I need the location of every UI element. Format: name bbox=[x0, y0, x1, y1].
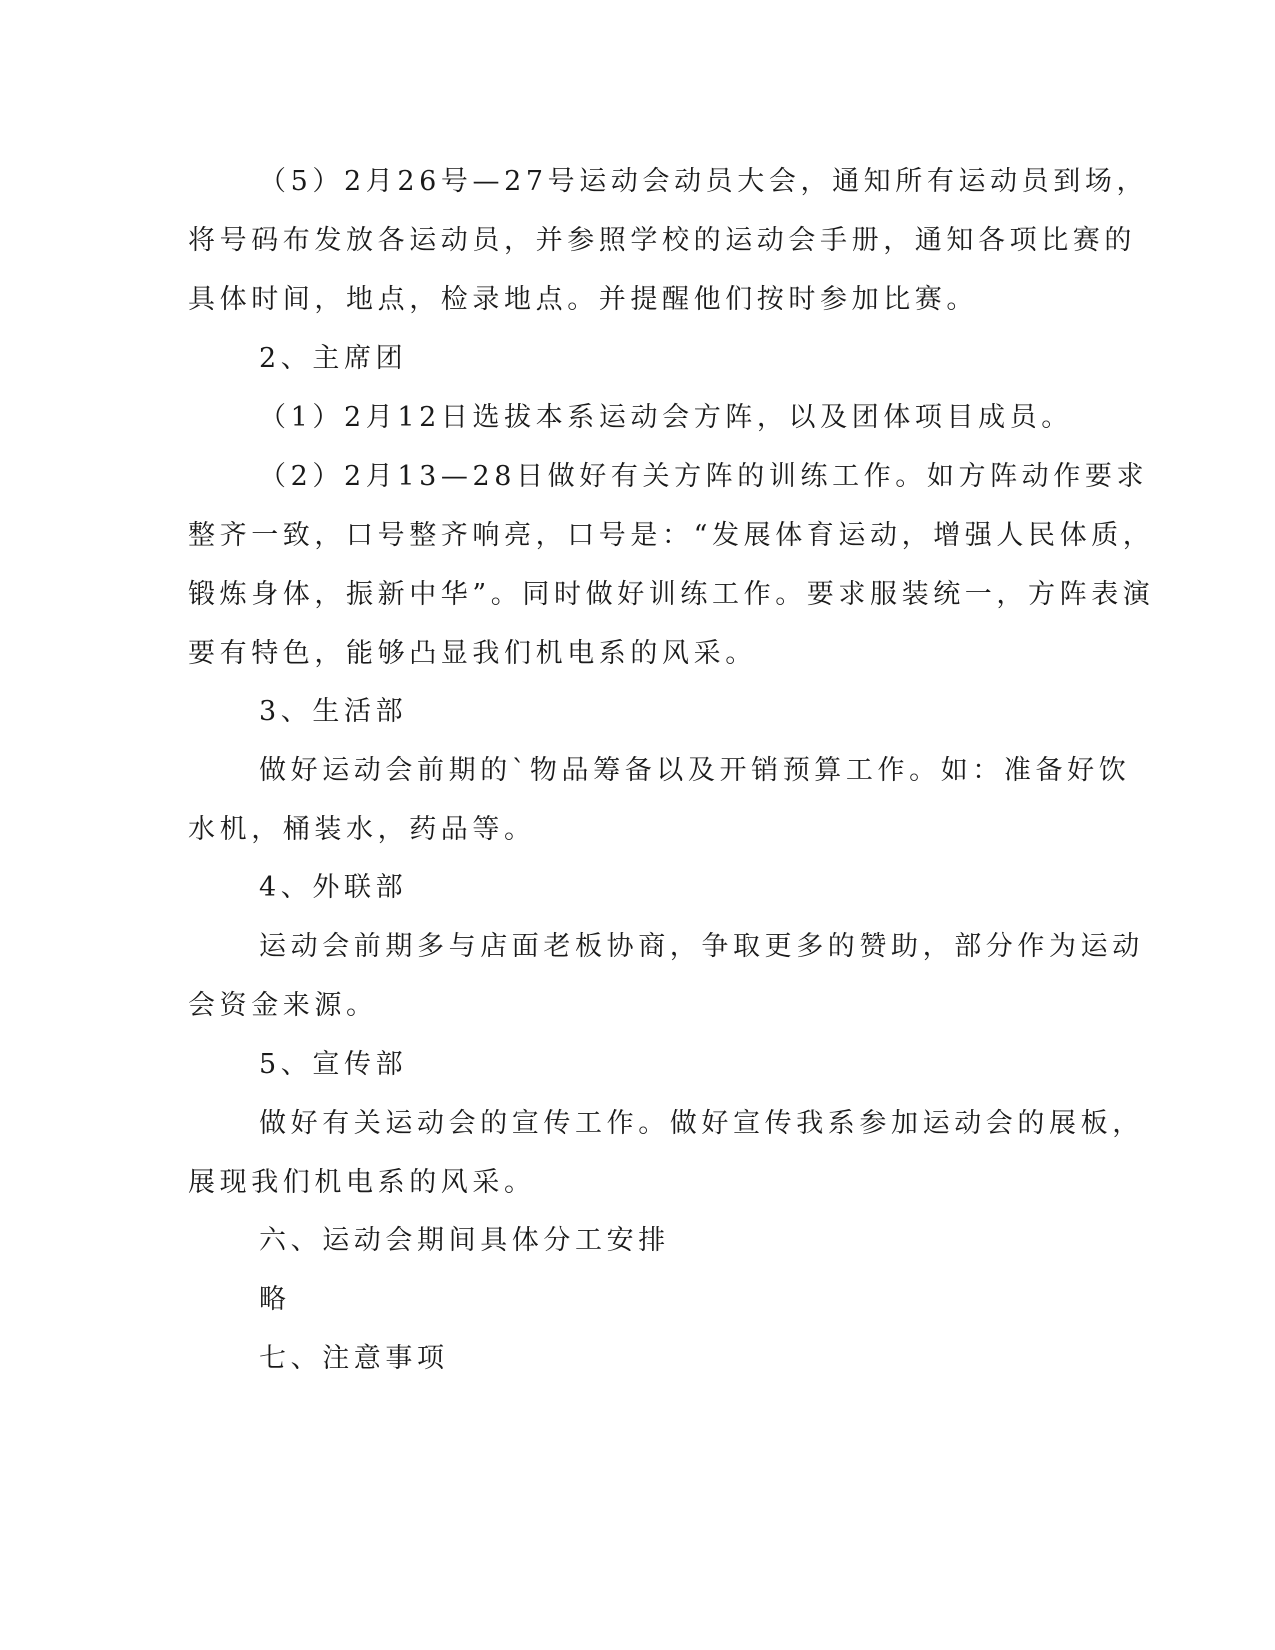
paragraph-line: 要有特色，能够凸显我们机电系的风采。 bbox=[188, 638, 757, 669]
paragraph-line: 做好有关运动会的宣传工作。做好宣传我系参加运动会的展板， bbox=[259, 1108, 1144, 1139]
paragraph-line: 锻炼身体，振新中华”。同时做好训练工作。要求服装统一，方阵表演 bbox=[188, 579, 1155, 610]
paragraph-line: （1）2月12日选拔本系运动会方阵，以及团体项目成员。 bbox=[259, 402, 1073, 433]
paragraph-line: （2）2月13—28日做好有关方阵的训练工作。如方阵动作要求 bbox=[259, 461, 1149, 492]
paragraph-line: 运动会前期多与店面老板协商，争取更多的赞助，部分作为运动 bbox=[259, 931, 1144, 962]
section-heading-seven: 七、注意事项 bbox=[259, 1343, 449, 1374]
paragraph-line: 做好运动会前期的`物品筹备以及开销预算工作。如：准备好饮 bbox=[259, 755, 1131, 786]
paragraph-line: 整齐一致，口号整齐响亮，口号是：“发展体育运动，增强人民体质， bbox=[188, 520, 1155, 551]
paragraph-line: 水机，桶装水，药品等。 bbox=[188, 814, 536, 845]
section-heading-life-dept: 3、生活部 bbox=[259, 696, 408, 727]
section-heading-presidium: 2、主席团 bbox=[259, 343, 408, 374]
paragraph-line: 将号码布发放各运动员，并参照学校的运动会手册，通知各项比赛的 bbox=[188, 225, 1136, 256]
paragraph-line: 具体时间，地点，检录地点。并提醒他们按时参加比赛。 bbox=[188, 284, 978, 315]
section-heading-six: 六、运动会期间具体分工安排 bbox=[259, 1225, 670, 1256]
section-heading-external-dept: 4、外联部 bbox=[259, 872, 408, 903]
paragraph-line: 会资金来源。 bbox=[188, 990, 378, 1021]
section-heading-publicity-dept: 5、宣传部 bbox=[259, 1049, 408, 1080]
paragraph-line: 略 bbox=[259, 1284, 291, 1315]
paragraph-line: （5）2月26号—27号运动会动员大会，通知所有运动员到场， bbox=[259, 166, 1149, 197]
paragraph-line: 展现我们机电系的风采。 bbox=[188, 1167, 536, 1198]
